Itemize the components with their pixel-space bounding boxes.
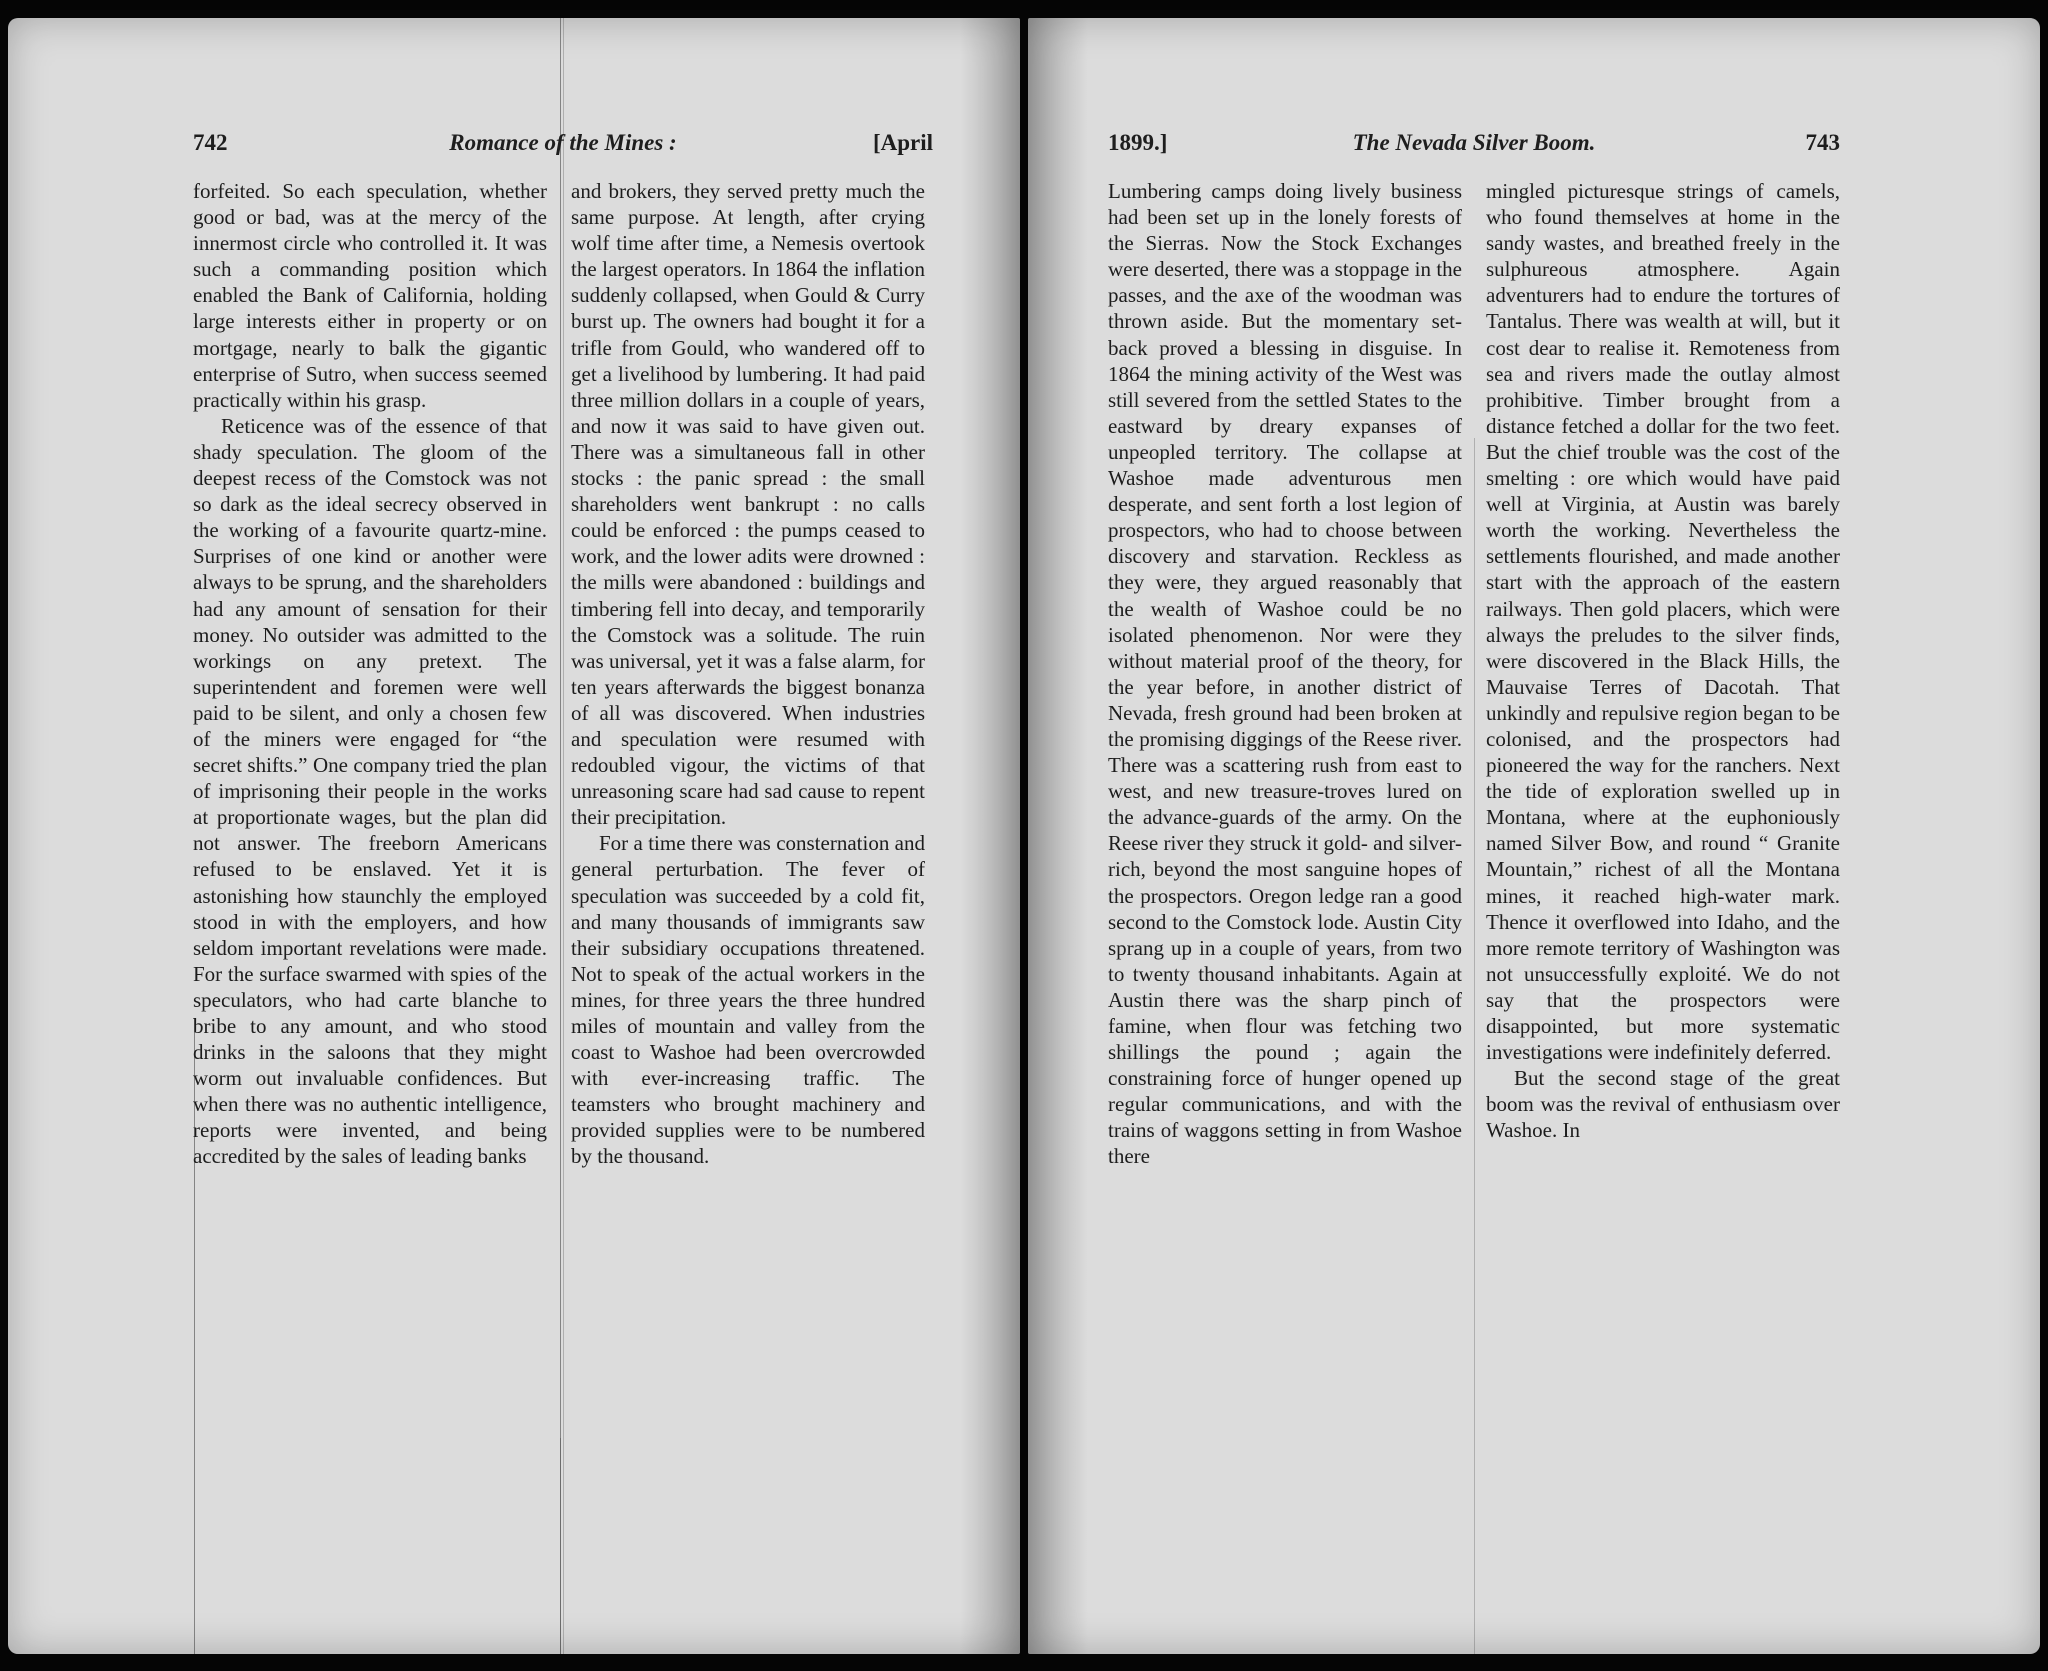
gutter-shadow <box>960 18 1020 1654</box>
text-column-2 <box>1486 178 1840 1143</box>
page-header <box>1108 130 1840 164</box>
page-number: 743 <box>1805 130 1840 155</box>
left-page <box>8 18 1020 1654</box>
column-rule <box>560 1438 561 1654</box>
paragraph: For a time there was consternation and general perturbation. The fever of speculation was succeeded by a cold fit, and many thousands of immigrants saw their subsidiary occupations threatened. Not to speak of the actual workers in the mines, for three years the three hundred miles of mountain and valley from the coast to Washoe had been overcrowded with ever-increasing traffic. The teamsters who brought machinery and provided supplies were to be numbered by the thousand. <box>571 831 925 1169</box>
gutter-shadow <box>1028 18 1088 1654</box>
right-page <box>1028 18 2040 1654</box>
column-rule <box>1474 438 1475 1654</box>
paragraph: Reticence was of the essence of that shady speculation. The gloom of the deepest recess of the Comstock was not so dark as the ideal secrecy observed in the working of a favourite quartz-mine. Surprises of one kind or another were always to be sprung, and the shareholders had any amount of sensation for their money. No outsider was admitted to the workings on any pretext. The superintendent and foremen were well paid to be silent, and only a chosen few of the miners were engaged for “the secret shifts.” One company tried the plan of imprisoning their people in the works at proportionate wages, but the plan did not answer. The freeborn Americans refused to be enslaved. Yet it is astonishing how staunchly the employed stood in with the employers, and how seldom important revelations were made. For the surface swarmed with spies of the speculators, who had carte blanche to bribe to any amount, and who stood drinks in the saloons that they might worm out invaluable confidences. But when there was no authentic intelligence, reports were invented, and being accredited by the sales of leading banks <box>193 413 547 1169</box>
column-rule <box>560 18 561 1654</box>
running-date: 1899.] <box>1108 130 1168 155</box>
text-column-2 <box>571 178 925 1170</box>
text-column-1 <box>1108 178 1462 1170</box>
running-title: Romance of the Mines : <box>449 130 677 155</box>
paragraph: Lumbering camps doing lively business had been set up in the lonely forests of the Sierras. Now the Stock Exchanges were deserted, there was a stoppage in the passes, and the axe of the woodman was thrown aside. But the momentary set-back proved a blessing in disguise. In 1864 the mining activity of the West was still severed from the settled States to the eastward by dreary expanses of unpeopled territory. The collapse at Washoe made adventurous men desperate, and sent forth a lost legion of prospectors, who had to choose between discovery and starvation. Reckless as they were, they argued reasonably that the wealth of Washoe could be no isolated phenomenon. Nor were they without material proof of the theory, for the year before, in another district of Nevada, fresh ground had been broken at the promising diggings of the Reese river. There was a scattering rush from east to west, and new treasure-troves lured on the advance-guards of the army. On the Reese river they struck it gold- and silver-rich, beyond the most sanguine hopes of the prospectors. Oregon ledge ran a good second to the Comstock lode. Austin City sprang up in a couple of years, from two to twenty thousand inhabitants. Again at Austin there was the sharp pinch of famine, when flour was fetching two shillings the pound ; again the constraining force of hunger opened up regular communications, and with the trains of waggons setting in from Washoe there <box>1108 179 1462 1169</box>
running-title: The Nevada Silver Boom. <box>1352 130 1596 155</box>
paragraph: forfeited. So each speculation, whether good or bad, was at the mercy of the innermost circle who controlled it. It was such a commanding position which enabled the Bank of California, holding large interests either in property or on mortgage, nearly to balk the gigantic enterprise of Sutro, when success seemed practically within his grasp. <box>193 179 547 412</box>
column-rule <box>563 18 564 1654</box>
text-column-1 <box>193 178 547 1170</box>
running-date: [April <box>872 130 933 155</box>
page-header <box>193 130 933 164</box>
paragraph: mingled picturesque strings of camels, who found themselves at home in the sandy wastes, and breathed freely in the sulphureous atmosphere. Again adventurers had to endure the tortures of Tantalus. There was wealth at will, but it cost dear to realise it. Remoteness from sea and rivers made the outlay almost prohibitive. Timber brought from a distance fetched a dollar for the two feet. But the chief trouble was the cost of the smelting : ore which would have paid well at Virginia, at Austin was barely worth the working. Nevertheless the settlements flourished, and made another start with the approach of the eastern railways. Then gold placers, which were always the preludes to the silver finds, were discovered in the Black Hills, the Mauvaise Terres of Dacotah. That unkindly and repulsive region began to be colonised, and the prospectors had pioneered the way for the ranchers. Next the tide of exploration swelled up in Montana, where at the euphoniously named Silver Bow, and round “ Granite Mountain,” richest of all the Montana mines, it reached high-water mark. Thence it overflowed into Idaho, and the more remote territory of Washington was not unsuccessfully exploité. We do not say that the prospectors were disappointed, but more systematic investigations were indefinitely deferred. <box>1486 179 1840 1065</box>
paragraph: But the second stage of the great boom was the revival of enthusiasm over Washoe. In <box>1486 1066 1840 1143</box>
page-number: 742 <box>193 130 228 155</box>
paragraph: and brokers, they served pretty much the same purpose. At length, after crying wolf time after time, a Nemesis overtook the largest operators. In 1864 the inflation suddenly collapsed, when Gould & Curry burst up. The owners had bought it for a trifle from Gould, who wandered off to get a livelihood by lumbering. It had paid three million dollars in a couple of years, and now it was said to have given out. There was a simultaneous fall in other stocks : the panic spread : the small shareholders went bankrupt : no calls could be enforced : the pumps ceased to work, and the lower adits were drowned : the mills were abandoned : buildings and timbering fell into decay, and temporarily the Comstock was a solitude. The ruin was universal, yet it was a false alarm, for ten years afterwards the biggest bonanza of all was discovered. When industries and speculation were resumed with redoubled vigour, the victims of that unreasoning scare had sad cause to repent their precipitation. <box>571 179 925 830</box>
